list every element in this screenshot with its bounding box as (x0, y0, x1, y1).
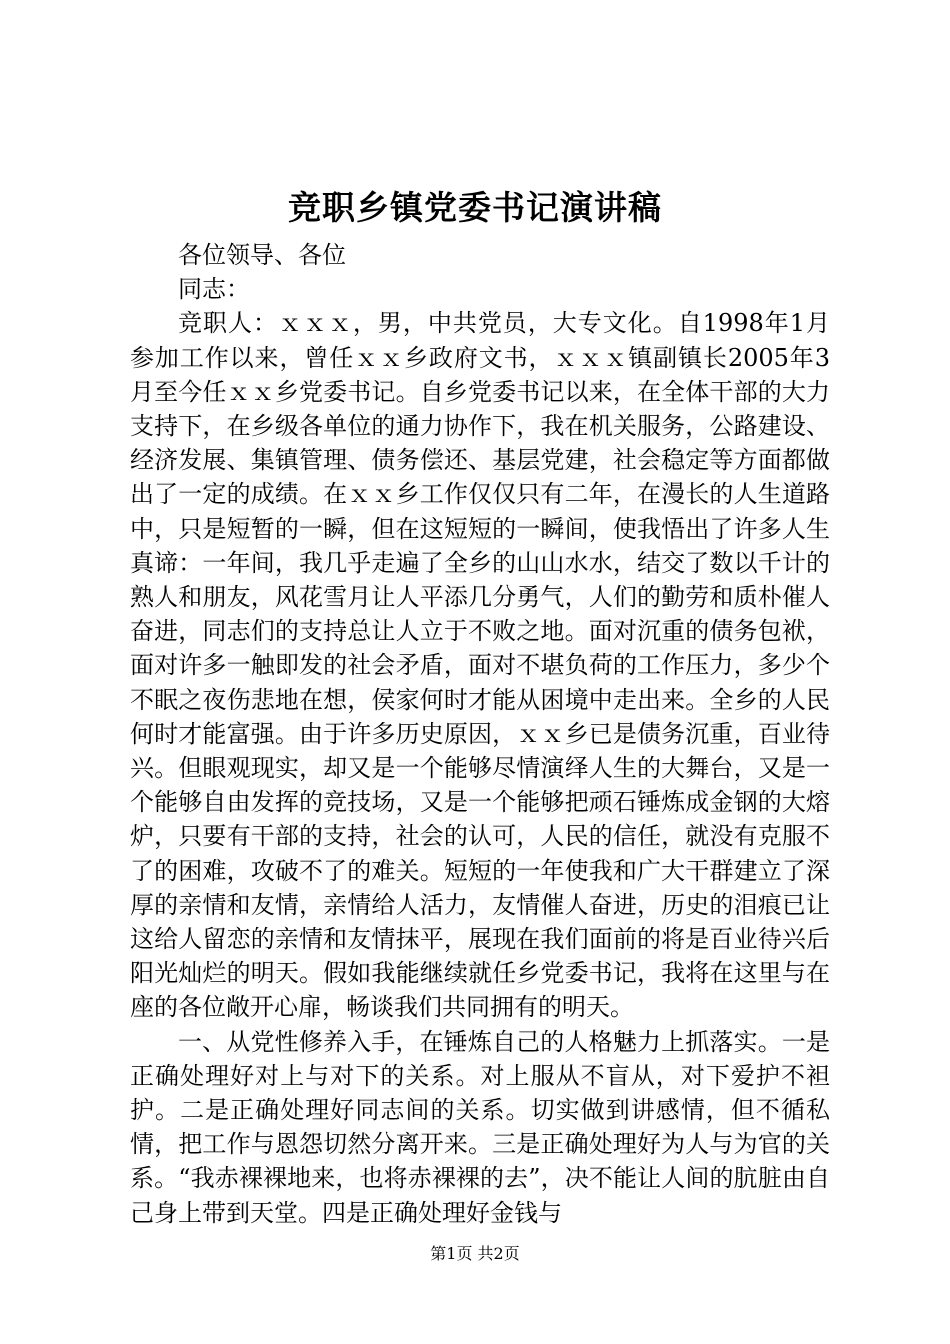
paragraph-2: 一、从党性修养入手，在锤炼自己的人格魅力上抓落实。一是正确处理好对上与对下的关系。对上服从不盲从，对下爱护不袒护。二是正确处理好同志间的关系。切实做到讲感情，但不循私情，把工作与恩怨切然分离开来。三是正确处理好为人与为官的关系。“我赤裸裸地来，也将赤裸裸的去”，决不能让人间的肮脏由自己身上带到天堂。四是正确处理好金钱与 (130, 1027, 830, 1227)
salutation-line-2: 同志： (178, 275, 250, 304)
document-title: 竞职乡镇党委书记演讲稿 (288, 188, 662, 227)
paragraph-1: 竞职人：ｘｘｘ，男，中共党员，大专文化。自1998年1月参加工作以来，曾任ｘｘ乡政府文书，ｘｘｘ镇副镇长2005年3月至今任ｘｘ乡党委书记。自乡党委书记以来，在全体干部的大力支持下，在乡级各单位的通力协作下，我在机关服务，公路建设、经济发展、集镇管理、债务偿还、基层党建，社会稳定等方面都做出了一定的成绩。在ｘｘ乡工作仅仅只有二年，在漫长的人生道路中，只是短暂的一瞬，但在这短短的一瞬间，使我悟出了许多人生真谛：一年间，我几乎走遍了全乡的山山水水，结交了数以千计的熟人和朋友，风花雪月让人平添几分勇气，人们的勤劳和质朴催人奋进，同志们的支持总让人立于不败之地。面对沉重的债务包袱，面对许多一触即发的社会矛盾，面对不堪负荷的工作压力，多少个不眠之夜伤悲地在想，侯家何时才能从困境中走出来。全乡的人民何时才能富强。由于许多历史原因，ｘｘ乡已是债务沉重，百业待兴。但眼观现实，却又是一个能够尽情演绎人生的大舞台，又是一个能够自由发挥的竞技场，又是一个能够把顽石锤炼成金钢的大熔炉，只要有干部的支持，社会的认可，人民的信任，就没有克服不了的困难，攻破不了的难关。短短的一年使我和广大干群建立了深厚的亲情和友情，亲情给人活力，友情催人奋进，历史的泪痕已让这给人留恋的亲情和友情抹平，展现在我们面前的将是百业待兴后阳光灿烂的明天。假如我能继续就任乡党委书记，我将在这里与在座的各位敞开心扉，畅谈我们共同拥有的明天。 (130, 309, 830, 1022)
document-body (130, 238, 830, 1230)
page-footer: 第1页 共2页 (430, 1244, 520, 1263)
salutation-line-1: 各位领导、各位 (178, 241, 346, 269)
